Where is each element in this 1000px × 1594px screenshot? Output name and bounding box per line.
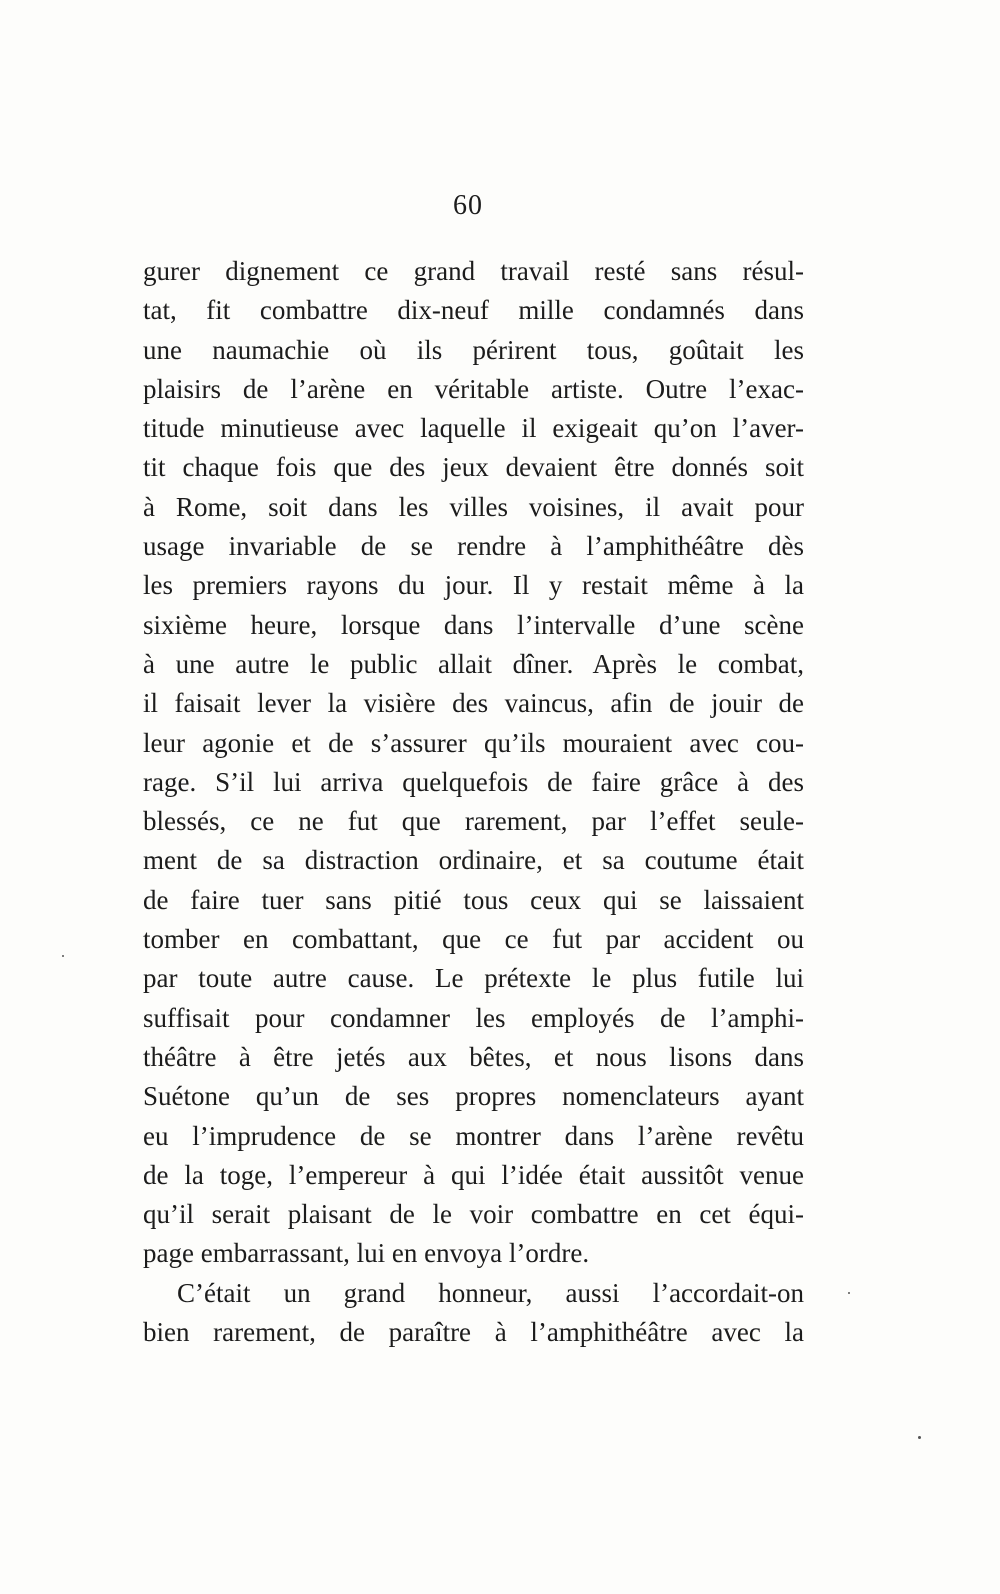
text-line: sixième heure, lorsque dans l’intervalle d’une scène [143,609,804,640]
text-line: eu l’imprudence de se montrer dans l’arène revêtu [143,1120,804,1151]
text-line: les premiers rayons du jour. Il y restait même à la [143,570,804,601]
paper-speck [848,1292,850,1294]
text-line: théâtre à être jetés aux bêtes, et nous lisons dans [143,1041,804,1072]
text-line: il faisait lever la visière des vaincus, afin de jouir de [143,688,804,719]
paper-speck [918,1436,921,1439]
text-line: de faire tuer sans pitié tous ceux qui se laissaient [143,884,804,915]
text-line: qu’il serait plaisant de le voir combattre en cet équi- [143,1199,804,1230]
text-line: leur agonie et de s’assurer qu’ils mouraient avec cou- [143,727,804,758]
text-line: plaisirs de l’arène en véritable artiste. Outre l’exac- [143,373,804,404]
text-line: tat, fit combattre dix-neuf mille condamnés dans [143,295,804,326]
text-line: gurer dignement ce grand travail resté sans résul- [143,256,804,286]
text-line: usage invariable de se rendre à l’amphithéâtre dès [143,531,804,562]
text-line: tit chaque fois que des jeux devaient être donnés soit [143,452,804,483]
text-line: à une autre le public allait dîner. Après le combat, [143,648,804,679]
text-line: à Rome, soit dans les villes voisines, il avait pour [143,491,804,522]
text-line: titude minutieuse avec laquelle il exigeait qu’on l’aver- [143,413,804,444]
text-line: bien rarement, de paraître à l’amphithéâtre avec la [143,1317,804,1348]
text-line: ment de sa distraction ordinaire, et sa coutume était [143,845,804,876]
text-line: une naumachie où ils périrent tous, goûtait les [143,334,804,365]
text-line: Suétone qu’un de ses propres nomenclateurs ayant [143,1081,804,1112]
text-line: rage. S’il lui arriva quelquefois de faire grâce à des [143,766,804,797]
text-line: blessés, ce ne fut que rarement, par l’effet seule- [143,806,804,837]
text-line: tomber en combattant, que ce fut par accident ou [143,924,804,955]
paragraph-end-line: page embarrassant, lui en envoya l’ordre. [143,1238,590,1269]
paper-speck [62,955,64,957]
text-line: suffisait pour condamner les employés de l’amphi- [143,1002,804,1033]
page-number: 60 [453,190,483,221]
text-line: par toute autre cause. Le prétexte le plus futile lui [143,963,804,994]
paragraph-start-line: C’était un grand honneur, aussi l’accordait-on [177,1277,804,1308]
text-line: de la toge, l’empereur à qui l’idée était aussitôt venue [143,1159,804,1190]
body-text [143,252,804,1352]
